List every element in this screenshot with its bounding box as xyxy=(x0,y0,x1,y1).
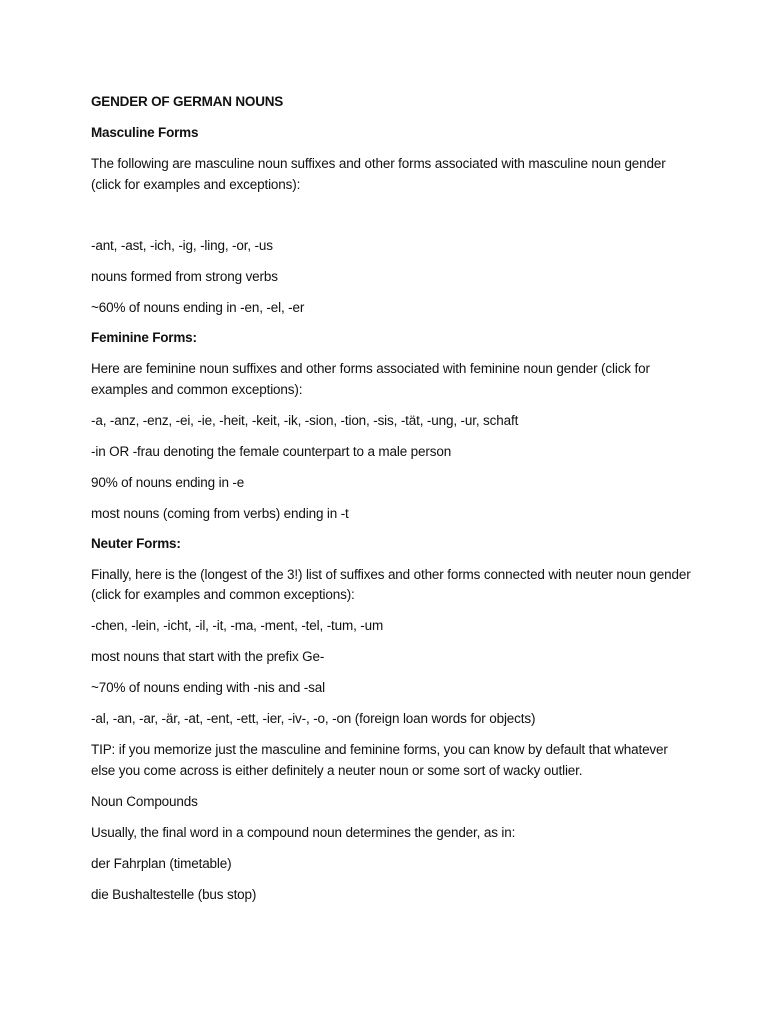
feminine-heading: Feminine Forms: xyxy=(91,330,197,345)
feminine-item: -in OR -frau denoting the female counterpart to a male person xyxy=(91,443,452,459)
document-title: GENDER OF GERMAN NOUNS xyxy=(91,94,284,109)
feminine-section xyxy=(91,329,691,524)
compounds-section xyxy=(91,792,691,906)
tip-paragraph: TIP: if you memorize just the masculine and feminine forms, you can know by default that whatever else you come across is either definitely a neuter noun or some sort of wacky outlier. xyxy=(91,742,668,778)
compound-example: die Bushaltestelle (bus stop) xyxy=(91,886,257,902)
feminine-item: most nouns (coming from verbs) ending in -t xyxy=(91,505,349,521)
compounds-intro: Usually, the final word in a compound noun determines the gender, as in: xyxy=(91,824,516,840)
masculine-section xyxy=(91,124,691,319)
neuter-intro: Finally, here is the (longest of the 3!) list of suffixes and other forms connected with neuter noun gender (click for examples and common exceptions): xyxy=(91,566,691,602)
masculine-item: ~60% of nouns ending in -en, -el, -er xyxy=(91,300,305,315)
masculine-intro: The following are masculine noun suffixes and other forms associated with masculine noun gender (click for examples and exceptions): xyxy=(91,156,666,192)
compounds-heading: Noun Compounds xyxy=(91,793,198,809)
document-content xyxy=(91,93,691,916)
feminine-intro: Here are feminine noun suffixes and other forms associated with feminine noun gender (click for examples and common exceptions): xyxy=(91,361,650,397)
masculine-heading: Masculine Forms xyxy=(91,125,199,140)
neuter-item: -al, -an, -ar, -är, -at, -ent, -ett, -ier, -iv-, -o, -on (foreign loan words for objects) xyxy=(91,711,536,726)
neuter-item: -chen, -lein, -icht, -il, -it, -ma, -ment, -tel, -tum, -um xyxy=(91,618,384,633)
masculine-item: -ant, -ast, -ich, -ig, -ling, -or, -us xyxy=(91,238,273,253)
neuter-section xyxy=(91,535,691,730)
neuter-item: ~70% of nouns ending with -nis and -sal xyxy=(91,680,325,695)
compound-example: der Fahrplan (timetable) xyxy=(91,855,232,871)
feminine-item: -a, -anz, -enz, -ei, -ie, -heit, -keit, -ik, -sion, -tion, -sis, -tät, -ung, -ur, schaft xyxy=(91,412,519,428)
masculine-item: nouns formed from strong verbs xyxy=(91,269,278,284)
neuter-heading: Neuter Forms: xyxy=(91,535,181,551)
feminine-item: 90% of nouns ending in -e xyxy=(91,474,245,490)
neuter-item: most nouns that start with the prefix Ge- xyxy=(91,649,325,664)
